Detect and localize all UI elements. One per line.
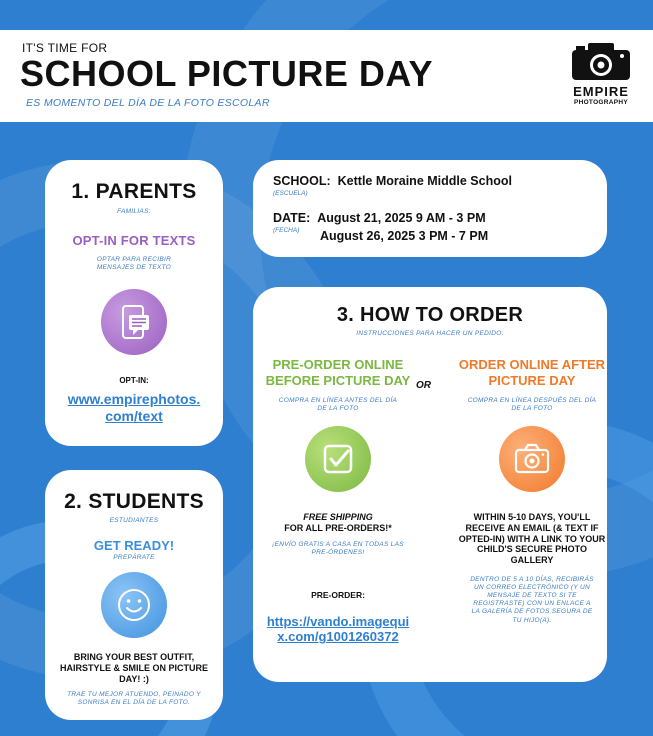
camera-icon <box>499 426 565 492</box>
parents-title-es: FAMILIAS: <box>117 208 151 215</box>
free-shipping-emphasis: FREE SHIPPING <box>303 511 373 522</box>
students-title: 2. STUDENTS <box>64 490 204 513</box>
parents-card <box>45 160 223 446</box>
pre-order-heading-es: COMPRA EN LÍNEA ANTES DEL DÍA DE LA FOTO <box>278 396 398 412</box>
after-order-column <box>457 357 607 625</box>
after-order-note-es: DENTRO DE 5 A 10 DÍAS, RECIBIRÁS UN CORREO ELECTRÓNICO (Y UN MENSAJE DE TEXTO SI TE REGISTRASTE) CON UN ENLACE A LA GALERÍA DE FOTOS SEGURA DE TU HIJO(A). <box>470 575 594 624</box>
phone-message-icon <box>101 289 167 355</box>
after-order-heading-es: COMPRA EN LÍNEA DESPUÉS DEL DÍA DE LA FOTO <box>467 396 597 412</box>
date-value-2: August 26, 2025 3 PM - 7 PM <box>320 229 489 243</box>
after-order-note: WITHIN 5-10 DAYS, YOU'LL RECEIVE AN EMAIL (& TEXT IF OPTED-IN) WITH A LINK TO YOUR CHILD'S SECURE PHOTO GALLERY <box>458 511 606 566</box>
empire-logo <box>566 40 636 106</box>
date-value-1: August 21, 2025 9 AM - 3 PM <box>317 211 486 225</box>
pre-order-link[interactable]: https://vando.imagequix.com/g1001260372 <box>266 613 410 645</box>
date-row-2 <box>320 229 488 243</box>
school-value: Kettle Moraine Middle School <box>337 174 512 188</box>
students-title-es: ESTUDIANTES <box>109 517 159 524</box>
after-order-heading: ORDER ONLINE AFTER PICTURE DAY <box>458 357 606 388</box>
logo-brand: EMPIRE <box>573 84 629 99</box>
get-ready-heading-es: PREPÁRATE <box>113 554 155 562</box>
parents-title: 1. PARENTS <box>71 180 197 203</box>
camera-logo-icon <box>570 40 632 82</box>
get-ready-heading: GET READY! <box>93 538 175 554</box>
free-shipping-note <box>263 512 413 534</box>
school-row <box>273 174 512 197</box>
date-row <box>273 211 486 234</box>
pre-order-heading: PRE-ORDER ONLINE BEFORE PICTURE DAY <box>265 357 411 388</box>
page-title: SCHOOL PICTURE DAY <box>20 53 434 94</box>
header-banner <box>0 30 653 122</box>
smiley-icon <box>101 572 167 638</box>
or-label: OR <box>416 380 431 391</box>
opt-in-label: OPT-IN: <box>119 376 149 386</box>
opt-in-link[interactable]: www.empirephotos.com/text <box>67 391 201 425</box>
date-label-es: (FECHA) <box>273 227 300 234</box>
page-subtitle: ES MOMENTO DEL DÍA DE LA FOTO ESCOLAR <box>26 97 270 109</box>
school-info-card <box>253 160 607 257</box>
students-note: BRING YOUR BEST OUTFIT, HAIRSTYLE & SMILE ON PICTURE DAY! :) <box>59 652 208 684</box>
free-shipping-es: ¡ENVÍO GRATIS A CASA EN TODAS LAS PRE-ÓRDENES! <box>272 540 404 556</box>
students-card <box>45 470 223 720</box>
opt-in-heading: OPT-IN FOR TEXTS <box>72 233 196 249</box>
pre-order-column <box>263 357 413 645</box>
school-label-es: (ESCUELA) <box>273 190 308 197</box>
date-label: DATE: <box>273 211 311 225</box>
checkmark-icon <box>305 426 371 492</box>
pre-order-label: PRE-ORDER: <box>311 589 365 600</box>
order-title: 3. HOW TO ORDER <box>336 304 524 326</box>
school-label: SCHOOL: <box>273 174 331 188</box>
header-kicker: IT'S TIME FOR <box>22 41 108 55</box>
logo-brand-sub: PHOTOGRAPHY <box>573 99 629 106</box>
how-to-order-card <box>253 287 607 682</box>
order-title-es: INSTRUCCIONES PARA HACER UN PEDIDO: <box>356 330 504 337</box>
opt-in-heading-es: OPTAR PARA RECIBIR MENSAJES DE TEXTO <box>96 256 172 272</box>
free-shipping-rest: FOR ALL PRE-ORDERS!* <box>284 522 392 533</box>
students-note-es: TRAE TU MEJOR ATUENDO, PEINADO Y SONRISA EN EL DÍA DE LA FOTO. <box>67 690 201 706</box>
